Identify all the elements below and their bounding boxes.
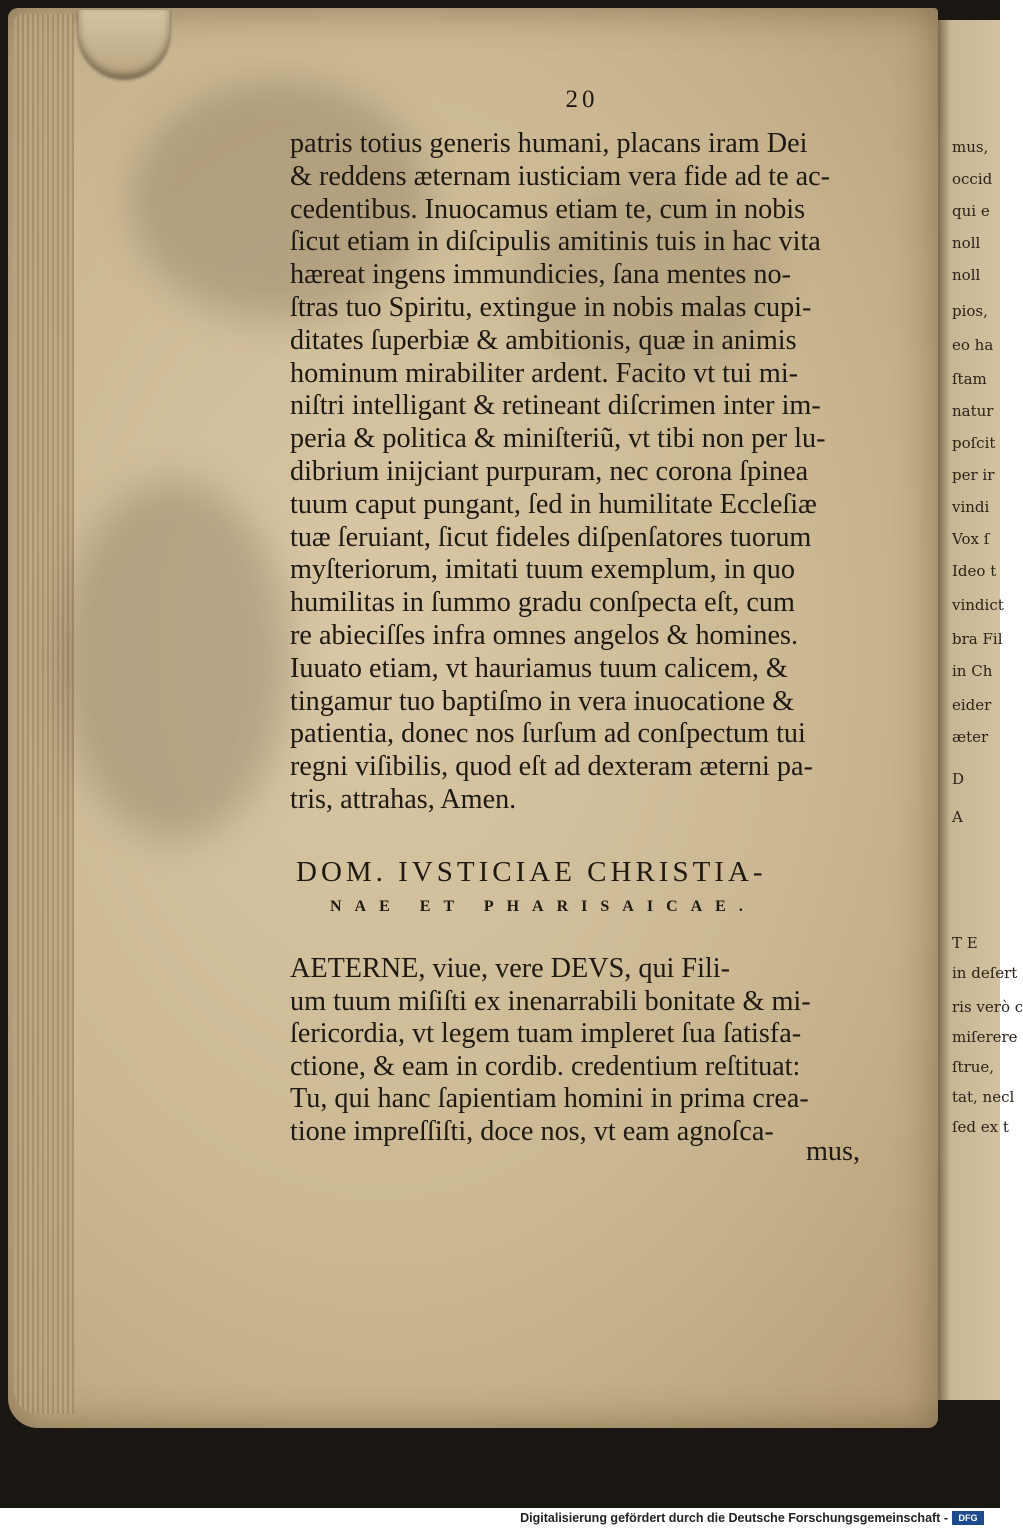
margin-word: qui e (952, 202, 990, 220)
text-line: AETERNE, viue, vere DEVS, qui Fili- (290, 953, 730, 984)
margin-word: A (952, 808, 963, 826)
text-line: hæreat ingens immundicies, ſana mentes no- (290, 259, 791, 291)
margin-word: bra Fil (952, 630, 1003, 648)
text-line: niſtri intelligant & retineant diſcrimen inter im- (290, 390, 821, 422)
margin-word: occid (952, 170, 993, 188)
text-line: myſteriorum, imitati tuum exemplum, in quo (290, 554, 795, 586)
text-line: ſtras tuo Spiritu, extingue in nobis malas cupi- (290, 292, 812, 323)
text-line: & reddens æternam iusticiam vera fide ad te ac- (290, 160, 831, 192)
text-line: tuæ ſeruiant, ſicut fideles diſpenſatores tuorum (290, 521, 812, 553)
margin-word: in deſert (952, 964, 1018, 982)
catchword: mus, (805, 1136, 860, 1167)
margin-word: mus, (952, 138, 989, 156)
water-stain (60, 480, 290, 840)
text-line: Iuuato etiam, vt hauriamus tuum calicem, & (290, 652, 788, 684)
margin-word: eo ha (952, 336, 994, 354)
margin-word: ſed ex t (952, 1118, 1009, 1136)
margin-word: tat, necl (952, 1088, 1015, 1106)
text-line: hominum mirabiliter ardent. Facito vt tui mi- (290, 357, 799, 389)
margin-word: ſtrue, (952, 1058, 995, 1076)
text-line: patientia, donec nos ſurſum ad conſpectum tui (290, 718, 806, 750)
section-subheading: NAE ET PHARISAICAE. (330, 898, 756, 915)
text-line: ſericordia, vt legem tuam impleret ſua ſatisfa- (290, 1018, 802, 1049)
margin-word: in Ch (952, 662, 993, 680)
margin-word: noll (952, 234, 981, 252)
margin-word: vindi (952, 498, 990, 516)
text-line: regni viſibilis, quod eſt ad dexteram æterni pa- (290, 751, 813, 783)
margin-word: miſerere (952, 1028, 1018, 1046)
margin-word: noll (952, 266, 981, 284)
text-line: ctione, & eam in cordib. credentium reſtituat: (290, 1050, 801, 1082)
text-line: peria & politica & miniſteriũ, vt tibi non per lu- (290, 423, 826, 455)
text-line: tuum caput pungant, ſed in humilitate Eccleſiæ (290, 488, 817, 520)
footer-bar (0, 1508, 1000, 1531)
margin-word: D (952, 770, 965, 788)
margin-word: per ir (952, 466, 995, 484)
text-line: cedentibus. Inuocamus etiam te, cum in nobis (290, 193, 806, 225)
margin-word: poſcit (952, 434, 996, 452)
text-line: um tuum miſiſti ex inenarrabili bonitate & mi- (290, 985, 811, 1017)
text-line: tris, attrahas, Amen. (290, 784, 517, 815)
margin-word: vindict (952, 596, 1004, 614)
margin-word: natur (952, 402, 994, 420)
text-line: re abieciſſes infra omnes angelos & homines. (290, 620, 799, 651)
text-line: tingamur tuo baptiſmo in vera inuocatione & (290, 685, 795, 717)
text-line: ſicut etiam in diſcipulis amitinis tuis in hac vita (290, 226, 821, 258)
recto-page-edge (938, 20, 1023, 1400)
text-line: patris totius generis humani, placans iram Dei (290, 128, 808, 159)
margin-word: ſtam (952, 370, 987, 388)
text-line: Tu, qui hanc ſapientiam homini in prima crea- (290, 1083, 809, 1114)
margin-word: Vox ſ (952, 530, 990, 548)
section-heading: DOM. IVSTICIAE CHRISTIA- (296, 856, 767, 888)
text-line: humilitas in ſummo gradu conſpecta eſt, cum (290, 587, 795, 619)
page-number: 20 (565, 86, 599, 113)
text-line: tione impreſſiſti, doce nos, vt eam agnoſca- (290, 1115, 774, 1147)
margin-word: T E (952, 934, 978, 952)
margin-word: eider (952, 696, 992, 714)
text-line: ditates ſuperbiæ & ambitionis, quæ in animis (290, 324, 797, 356)
margin-word: ris verò c (952, 998, 1023, 1016)
margin-word: æter (952, 728, 989, 746)
margin-word: pios, (952, 302, 988, 320)
text-line: dibrium inijciant purpuram, nec corona ſpinea (290, 456, 809, 487)
margin-word: Ideo t (952, 562, 997, 580)
footer-credit: Digitalisierung gefördert durch die Deutsche Forschungsgemeinschaft - (520, 1511, 948, 1525)
dfg-logo-icon: DFG (952, 1511, 984, 1525)
